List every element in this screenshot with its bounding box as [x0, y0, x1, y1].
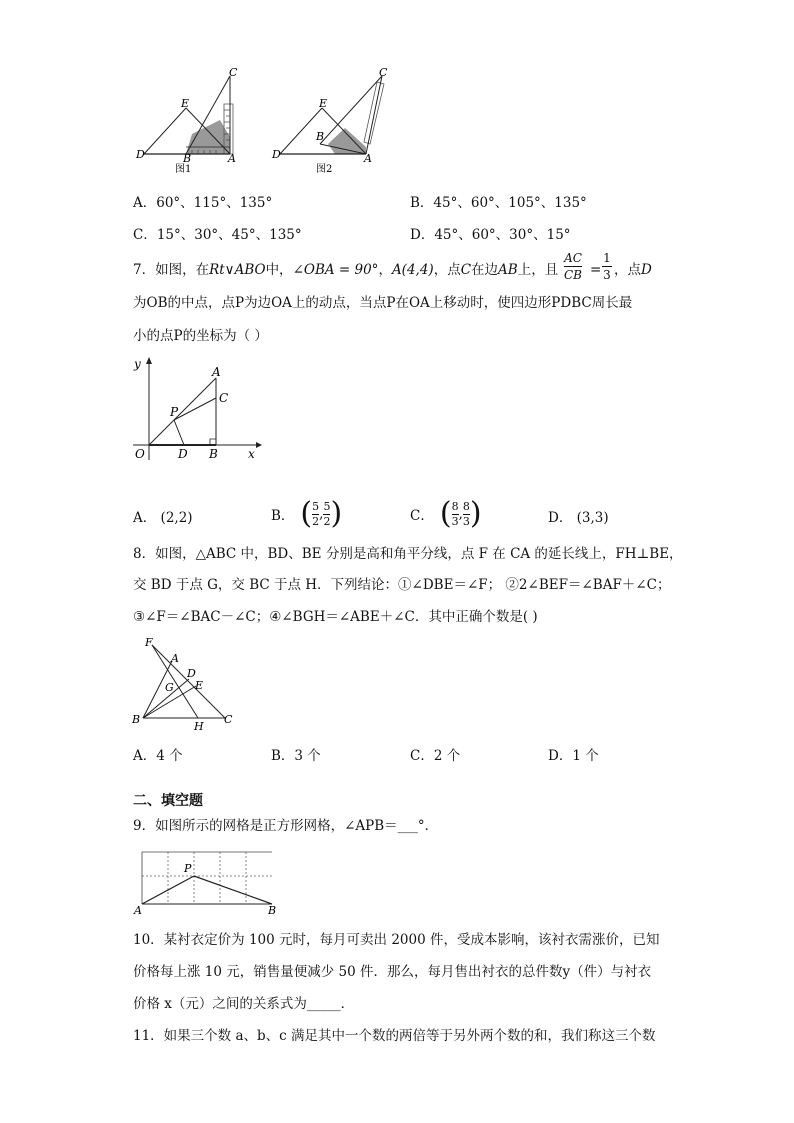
q8-line2: 交 BD 于点 G，交 BC 于点 H．下列结论：①∠DBE＝∠F； ②2∠BEF＝∠BAF＋∠C；: [133, 577, 671, 593]
q6-fig2-label-B: B: [316, 130, 325, 143]
q6-figure-1: [135, 66, 238, 175]
q7-label-x: x: [248, 447, 255, 461]
q7-label-A: A: [212, 365, 221, 379]
q10-line2: 价格每上涨 10 元，销售量便减少 50 件．那么，每月售出衬衣的总件数y（件）与衬衣: [133, 964, 652, 980]
q8-option-a[interactable]: A．4 个: [133, 748, 183, 764]
q7-option-d[interactable]: D． (3,3): [548, 510, 609, 526]
q7-line1: 7．如图，在Rt∨ABO中，∠OBA = 90°，A(4,4)，点C在边AB上，且: [133, 262, 559, 278]
q7-label-C: C: [219, 391, 229, 405]
q8-label-E: E: [195, 679, 204, 692]
q7-coordinate-figure: [128, 352, 263, 464]
q6-option-b[interactable]: B．45°、60°、105°、135°: [410, 195, 587, 211]
q6-fig1-label-E: E: [181, 97, 190, 110]
q7-line1-end: ，点D: [614, 262, 652, 278]
q8-label-H: H: [194, 720, 204, 733]
q7-label-O: O: [135, 447, 145, 461]
q7-label-P: P: [170, 405, 179, 419]
q8-label-B: B: [132, 713, 141, 726]
section-2-title: 二、填空题: [133, 793, 203, 809]
q7-label-D: D: [178, 447, 188, 461]
q7-fraction-ac-cb: AC CB: [564, 251, 582, 282]
q8-triangle-figure: [128, 633, 240, 733]
q7-option-c[interactable]: C． ( 8 3 , 8 3 ): [410, 496, 482, 531]
q8-label-G: G: [165, 681, 174, 694]
q7-fraction-equals: =: [590, 262, 602, 278]
q6-fig1-label-D: D: [136, 148, 145, 161]
q8-option-c[interactable]: C．2 个: [410, 748, 461, 764]
q7-line2: 为OB的中点，点P为边OA上的动点，当点P在OA上移动时，使四边形PDBC周长最: [133, 295, 633, 311]
q6-fig2-label-A: A: [364, 152, 372, 165]
q9-text: 9．如图所示的网格是正方形网格，∠APB＝___°．: [133, 818, 439, 834]
q11-line1: 11．如果三个数 a、b、c 满足其中一个数的两倍等于另外两个数的和，我们称这三个数: [133, 1028, 656, 1044]
q6-option-a[interactable]: A．60°、115°、135°: [133, 195, 273, 211]
q8-label-F: F: [145, 636, 153, 649]
q7-option-b[interactable]: B． ( 5 2 , 5 2 ): [271, 496, 343, 531]
q6-option-d[interactable]: D．45°、60°、30°、15°: [410, 227, 571, 243]
q9-grid-figure: [132, 848, 277, 916]
q10-line3: 价格 x（元）之间的关系式为_____．: [133, 996, 355, 1012]
q6-fig1-label-B: B: [183, 152, 192, 165]
q6-fig2-label-E: E: [319, 97, 328, 110]
q8-option-b[interactable]: B．3 个: [271, 748, 321, 764]
q6-fig1-label-C: C: [229, 66, 238, 79]
q6-figures: [130, 62, 410, 177]
q8-line1: 8．如图，△ABC 中，BD、BE 分别是高和角平分线，点 F 在 CA 的延长线上，FH⊥BE，: [133, 546, 683, 562]
q7-label-y: y: [134, 357, 141, 371]
q6-fig1-caption: 图1: [175, 164, 192, 175]
q6-fig1-label-A: A: [228, 152, 236, 165]
q8-line3: ③∠F＝∠BAC－∠C；④∠BGH＝∠ABE＋∠C．其中正确个数是( ): [133, 609, 538, 625]
q6-fig1-shaded-region: [186, 120, 230, 154]
q7-fraction-one-third: 1 3: [603, 251, 611, 282]
q8-label-A: A: [171, 652, 179, 665]
q7-line3: 小的点P的坐标为（ ）: [133, 328, 268, 344]
q8-option-d[interactable]: D．1 个: [548, 748, 599, 764]
q9-label-A: A: [134, 904, 142, 916]
q6-fig2-label-C: C: [379, 66, 388, 79]
q6-fig2-caption: 图2: [316, 164, 333, 175]
q6-option-c[interactable]: C．15°、30°、45°、135°: [133, 227, 302, 243]
q7-option-a[interactable]: A． (2,2): [133, 510, 193, 526]
q9-label-P: P: [184, 862, 192, 875]
q7-label-B: B: [209, 447, 218, 461]
q8-label-C: C: [224, 713, 233, 726]
q6-figure-2: [271, 66, 388, 175]
q6-fig2-label-D: D: [272, 148, 281, 161]
q9-label-B: B: [268, 904, 277, 916]
q10-line1: 10．某衬衣定价为 100 元时，每月可卖出 2000 件，受成本影响，该衬衣需涨价，已知: [133, 932, 660, 948]
q8-label-D: D: [187, 667, 196, 680]
